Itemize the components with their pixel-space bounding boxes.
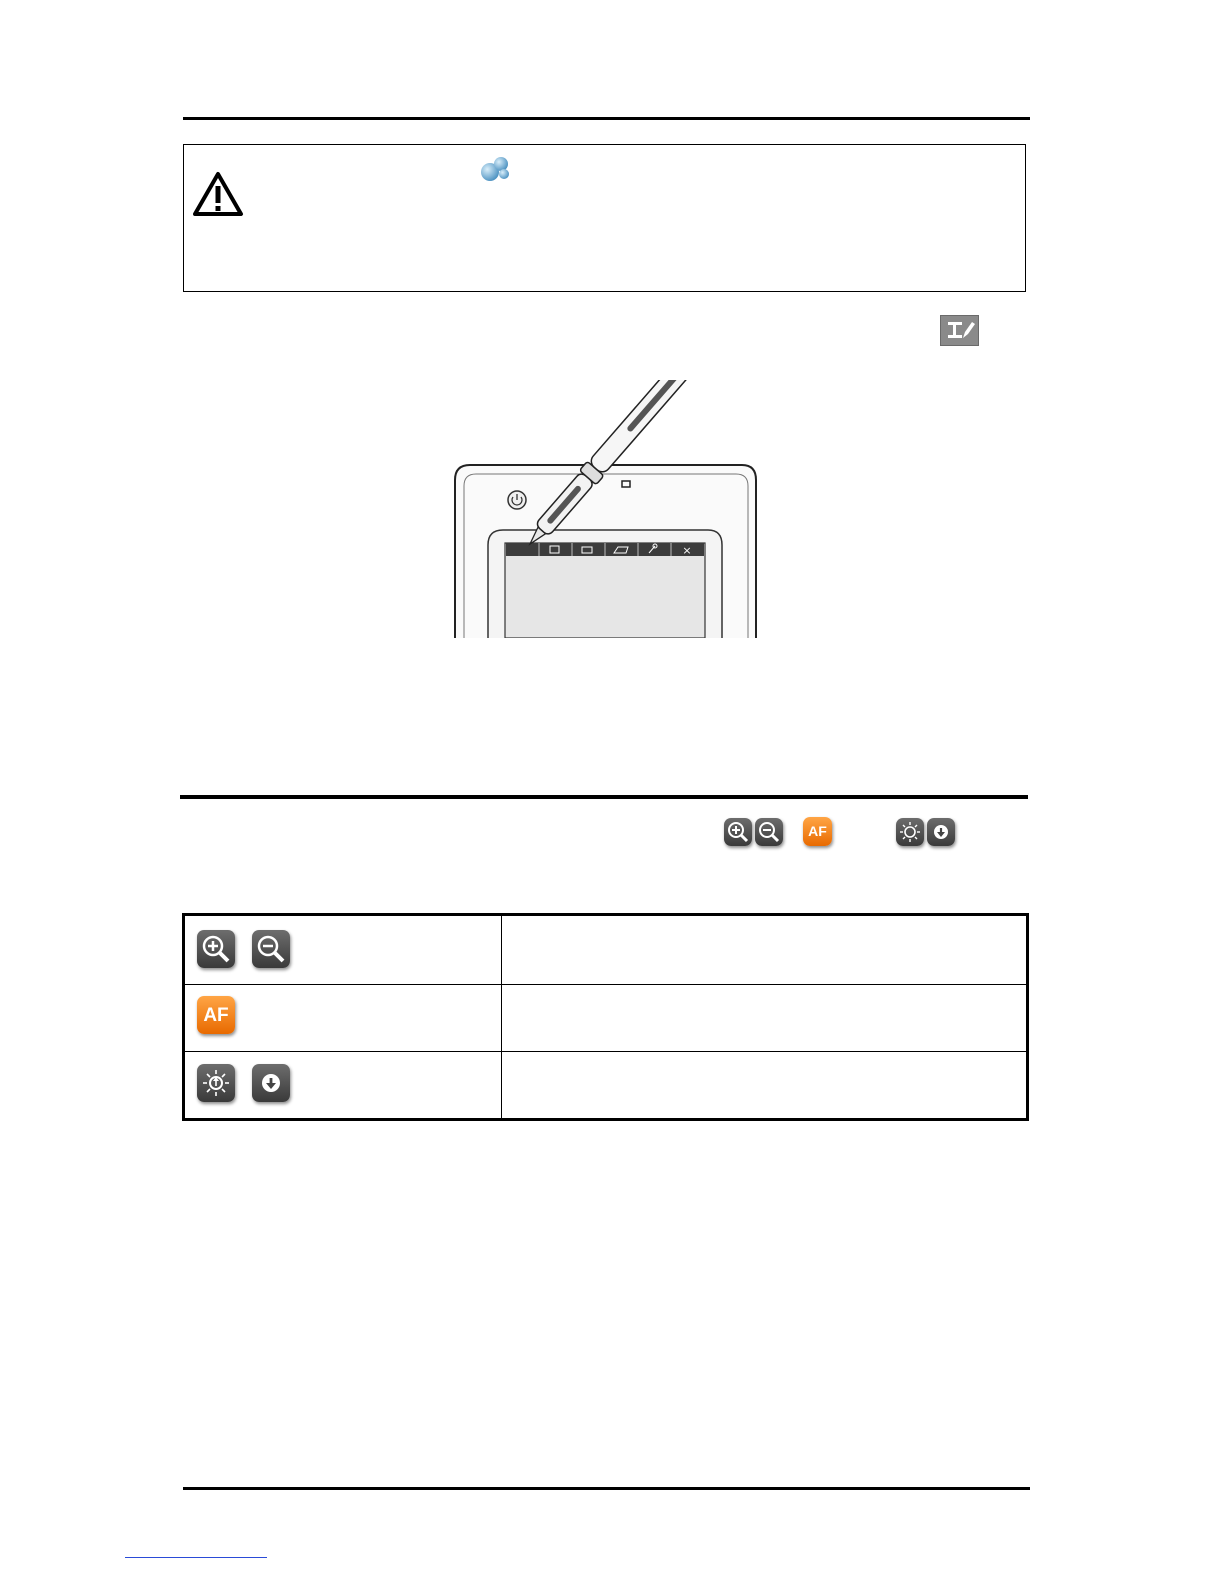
description-cell [502,1052,1028,1120]
tablet-screen [505,543,705,638]
brightness-icon [197,1064,235,1102]
footnote-link-underline[interactable] [125,1557,267,1558]
auto-focus-icon [197,996,235,1034]
warning-triangle-icon [192,171,244,217]
table-row [184,1052,1028,1120]
download-icon [927,818,955,846]
zoom-in-icon [197,930,235,968]
table-row [184,985,1028,1052]
toolbar-close-glyph: × [682,544,692,557]
af-label: AF [203,1005,229,1026]
section-rule [180,795,1028,799]
zoom-out-icon [755,818,783,846]
footer-rule [183,1487,1030,1490]
blue-bubbles-icon [480,155,510,183]
zoom-in-icon [724,818,752,846]
af-label: AF [808,823,827,839]
auto-focus-icon [803,817,832,846]
icon-cell [184,1052,502,1120]
table-row [184,915,1028,985]
header-rule [183,117,1030,120]
tablet-illustration [452,380,762,638]
download-icon [252,1064,290,1102]
icon-cell [184,915,502,985]
zoom-out-icon [252,930,290,968]
description-cell [502,915,1028,985]
description-cell [502,985,1028,1052]
function-table [182,913,1029,1121]
icon-cell [184,985,502,1052]
brightness-icon [896,818,924,846]
annotation-pen-icon [940,315,979,346]
warning-box [183,144,1026,292]
